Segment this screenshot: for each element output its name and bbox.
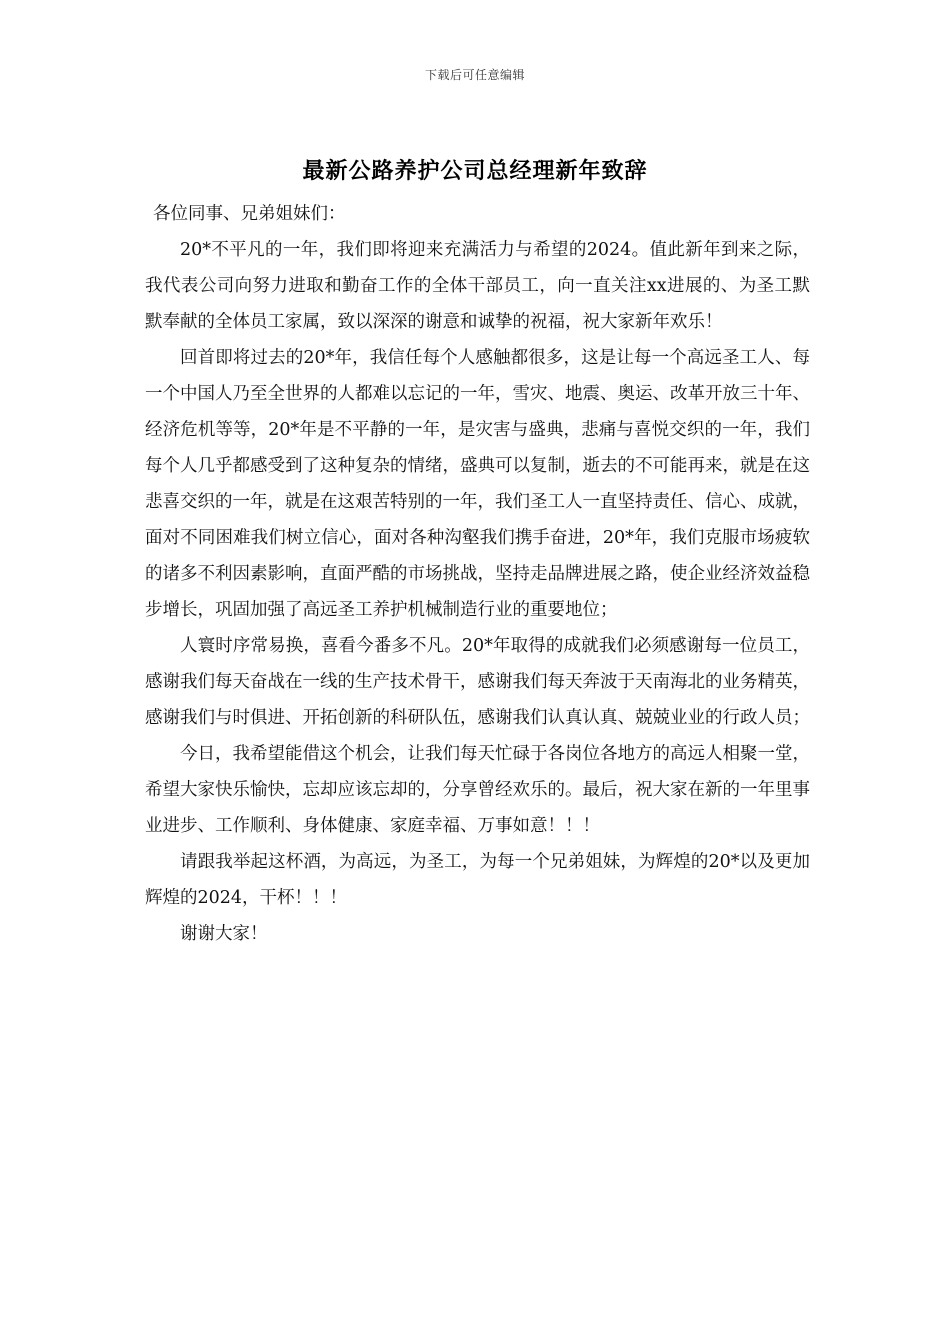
paragraph: 回首即将过去的20*年，我信任每个人感触都很多，这是让每一个高远圣工人、每一个中国人乃至全世界的人都难以忘记的一年，雪灾、地震、奥运、改革开放三十年、经济危机等等，20*年是不平静的一年，是灾害与盛典，悲痛与喜悦交织的一年，我们每个人几乎都感受到了这种复杂的情绪，盛典可以复制，逝去的不可能再来，就是在这悲喜交织的一年，就是在这艰苦特别的一年，我们圣工人一直坚持责任、信心、成就，面对不同困难我们树立信心，面对各种沟壑我们携手奋进，20*年，我们克服市场疲软的诸多不利因素影响，直面严酷的市场挑战，坚持走品牌进展之路，使企业经济效益稳步增长，巩固加强了高远圣工养护机械制造行业的重要地位；: [145, 348, 810, 620]
paragraph: 20*不平凡的一年，我们即将迎来充满活力与希望的2024。值此新年到来之际，我代表公司向努力进取和勤奋工作的全体干部员工，向一直关注xx进展的、为圣工默默奉献的全体员工家属，致以深深的谢意和诚挚的祝福，祝大家新年欢乐！: [145, 240, 810, 332]
paragraph: 请跟我举起这杯酒，为高远，为圣工，为每一个兄弟姐妹，为辉煌的20*以及更加辉煌的2024，干杯！！！: [145, 852, 810, 908]
paragraph: 人寰时序常易换，喜看今番多不凡。20*年取得的成就我们必须感谢每一位员工，感谢我们每天奋战在一线的生产技术骨干，感谢我们每天奔波于天南海北的业务精英，感谢我们与时俱进、开拓创新的科研队伍，感谢我们认真认真、兢兢业业的行政人员；: [145, 636, 810, 728]
document-title: 最新公路养护公司总经理新年致辞: [302, 159, 648, 184]
closing-line: 谢谢大家！: [180, 924, 268, 944]
salutation: 各位同事、兄弟姐妹们：: [153, 204, 346, 224]
document-body: [145, 196, 810, 952]
paragraph: 今日，我希望能借这个机会，让我们每天忙碌于各岗位各地方的高远人相聚一堂，希望大家快乐愉快，忘却应该忘却的，分享曾经欢乐的。最后，祝大家在新的一年里事业进步、工作顺利、身体健康、家庭幸福、万事如意！！！: [145, 744, 810, 836]
header-note: 下载后可任意编辑: [424, 68, 525, 82]
